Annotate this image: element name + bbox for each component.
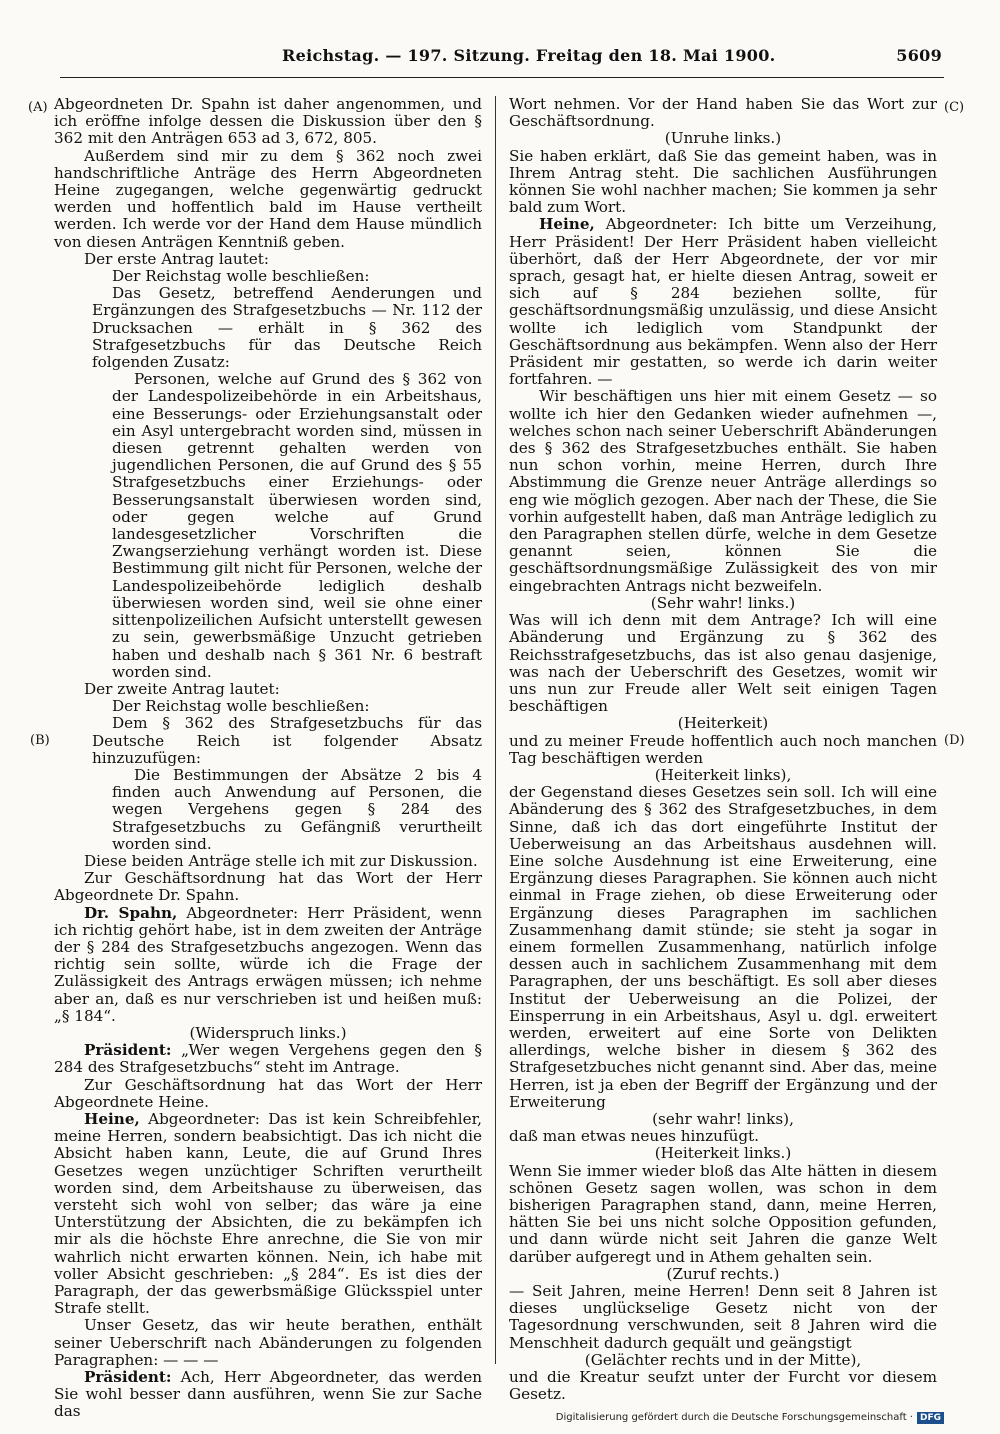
paragraph-text: — Seit Jahren, meine Herren! Denn seit 8 Jahren ist dieses unglückselige Gesetz nicht von der Tagesordnung verschwunden, seit 8 Jahren wird die Menschheit dadurch gequält und geängstigt xyxy=(509,1282,937,1352)
paragraph xyxy=(54,148,482,251)
paragraph-text: (Widerspruch links.) xyxy=(189,1023,347,1042)
paragraph-text: Abgeordneten Dr. Spahn ist daher angenommen, und ich eröffne infolge dessen die Diskussion über den § 362 mit den Anträgen 653 ad 3, 672, 805. xyxy=(54,95,482,148)
paragraph xyxy=(54,251,482,268)
paragraph-text: Außerdem sind mir zu dem § 362 noch zwei handschriftliche Anträge des Herrn Abgeordneten Heine zugegangen, welche gegenwärtig gedruckt werden und hoffentlich bald im Hause vertheilt werden. Ich werde vor der Hand dem Hause mündlich von diesen Anträgen Kenntniß geben. xyxy=(54,146,482,251)
digitization-credit xyxy=(556,1412,944,1424)
paragraph-text: (Sehr wahr! links.) xyxy=(650,593,796,612)
paragraph-text: Der erste Antrag lautet: xyxy=(84,249,269,268)
paragraph xyxy=(54,285,482,371)
paragraph-text: Der zweite Antrag lautet: xyxy=(84,679,280,698)
paragraph-text: Diese beiden Anträge stelle ich mit zur Diskussion. xyxy=(84,851,478,870)
interjection xyxy=(509,130,937,147)
paragraph xyxy=(509,96,937,130)
paragraph-text: Die Bestimmungen der Absätze 2 bis 4 finden auch Anwendung auf Personen, die wegen Vergehens gegen § 284 des Strafgesetzbuchs zu Gefängniß verurtheilt worden sind. xyxy=(112,765,482,853)
speaker-name: Präsident: xyxy=(84,1368,172,1387)
paragraph xyxy=(54,1077,482,1111)
paragraph-text: Wenn Sie immer wieder bloß das Alte hätten in diesem schönen Gesetz sagen wollen, was schon in dem bisherigen Paragraphen stand, dann, meine Herren, hätten Sie bei uns nicht solche Opposition gefunden, und dann würde nicht seit Jahren die ganze Welt darüber aufgeregt und in Athem gehalten sein. xyxy=(509,1161,937,1266)
dfg-logo: DFG xyxy=(917,1412,944,1424)
paragraph-text: Der Reichstag wolle beschließen: xyxy=(112,697,370,716)
paragraph xyxy=(509,1163,937,1266)
paragraph xyxy=(509,148,937,217)
credit-text: Digitalisierung gefördert durch die Deutsche Forschungsgemeinschaft · xyxy=(555,1412,913,1423)
paragraph-text: Wort nehmen. Vor der Hand haben Sie das Wort zur Geschäftsordnung. xyxy=(509,95,937,131)
margin-marker-a: (A) xyxy=(28,100,48,115)
interjection xyxy=(509,1111,937,1128)
paragraph xyxy=(509,612,937,715)
paragraph xyxy=(54,1317,482,1369)
paragraph-text: (Heiterkeit links.) xyxy=(654,1144,792,1163)
paragraph-text: (Heiterkeit) xyxy=(677,714,769,733)
running-title: Reichstag. — 197. Sitzung. Freitag den 18. Mai 1900. xyxy=(282,46,776,65)
paragraph-text: Dem § 362 des Strafgesetzbuchs für das Deutsche Reich ist folgender Absatz hinzuzufügen: xyxy=(92,714,482,767)
paragraph-text: Abgeordneter: Das ist kein Schreibfehler, meine Herren, sondern beabsichtigt. Das ich nicht die Absicht haben kann, Leute, die auf Grund Ihres Gesetzes wegen unzüchtiger Schriften verurtheilt worden sind, dem Arbeitshause zu überweisen, das versteht sich wohl von selber; das wäre ja eine Unterstützung der Absichten, die zu bekämpfen ich mir als die höchste Ehre anrechne, die Sie von mir wahrlich nicht erwarten können. Nein, ich habe mit voller Absicht geschrieben: „§ 284“. Es ist dies der Paragraph, der das gewerbsmäßige Glücksspiel unter Strafe stellt. xyxy=(54,1109,482,1318)
margin-marker-b: (B) xyxy=(30,733,50,748)
left-column xyxy=(54,95,482,1421)
paragraph xyxy=(54,268,482,285)
paragraph xyxy=(54,698,482,715)
paragraph-text: (sehr wahr! links), xyxy=(652,1109,794,1128)
interjection xyxy=(54,1025,482,1042)
paragraph xyxy=(54,715,482,767)
paragraph-text: Was will ich denn mit dem Antrage? Ich will eine Abänderung und Ergänzung zu § 362 des Reichsstrafgesetzbuchs, das ist also genau dasjenige, was nach der Ueberschrift des Gesetzes, womit wir uns nun zur Freude aller Welt seit einigen Tagen beschäftigen xyxy=(509,611,937,716)
speaker-name: Heine, xyxy=(539,215,595,234)
paragraph xyxy=(54,1369,482,1421)
paragraph xyxy=(54,905,482,1025)
paragraph xyxy=(54,681,482,698)
paragraph-text: Das Gesetz, betreffend Aenderungen und Ergänzungen des Strafgesetzbuchs — Nr. 112 der Drucksachen — erhält in § 362 des Strafgesetzbuchs für das Deutsche Reich folgenden Zusatz: xyxy=(92,284,482,372)
paragraph-text: Zur Geschäftsordnung hat das Wort der Herr Abgeordnete Dr. Spahn. xyxy=(54,869,482,905)
paragraph-text: Unser Gesetz, das wir heute berathen, enthält seiner Ueberschrift nach Abänderungen zu folgenden Paragraphen: — — — xyxy=(54,1316,482,1369)
speaker-name: Heine, xyxy=(84,1109,140,1128)
paragraph xyxy=(509,216,937,388)
paragraph xyxy=(54,870,482,904)
paragraph-text: Sie haben erklärt, daß Sie das gemeint haben, was in Ihrem Antrag steht. Die sachlichen Ausführungen können Sie wohl nachher machen; Sie kommen ja sehr bald zum Wort. xyxy=(509,146,937,217)
paragraph xyxy=(54,1111,482,1317)
paragraph xyxy=(54,371,482,681)
speaker-name: Präsident: xyxy=(84,1041,172,1060)
speaker-name: Dr. Spahn, xyxy=(84,903,178,922)
paragraph-text: (Heiterkeit links), xyxy=(654,765,792,784)
paragraph xyxy=(509,1283,937,1352)
paragraph-text: Abgeordneter: Ich bitte um Verzeihung, Herr Präsident! Der Herr Präsident haben vielleicht überhört, daß der Herr Abgeordnete, der vor mir sprach, gesagt hat, er hielte diesen Antrag, soweit er sich auf § 284 beziehen sollte, für geschäftsordnungsmäßig unzulässig, und diese Ansicht wollte ich lediglich vom Standpunkt der Geschäftsordnung aus bekämpfen. Wenn also der Herr Präsident mir gestatten, so werde ich darin weiter fortfahren. — xyxy=(509,215,937,389)
header-rule xyxy=(60,77,944,78)
running-header xyxy=(60,46,942,70)
paragraph xyxy=(54,853,482,870)
paragraph xyxy=(54,1042,482,1076)
paragraph-text: Wir beschäftigen uns hier mit einem Gesetz — so wollte ich hier den Gedanken wieder aufnehmen —, welches schon nach seiner Ueberschrift Abänderungen des § 362 des Strafgesetzbuches enthält. Sie haben nun schon vorhin, meine Herren, durch Ihre Abstimmung die Grenze neuer Anträge allerdings so eng wie möglich gezogen. Aber nach der These, die Sie vorhin aufgestellt haben, daß man Anträge lediglich zu den Paragraphen stellen dürfe, welche in dem Gesetze genannt seien, können Sie die geschäftsordnungsmäßige Zulässigkeit des von mir eingebrachten Antrags nicht bezweifeln. xyxy=(509,387,937,595)
paragraph-text: „Wer wegen Vergehens gegen den § 284 des Strafgesetzbuchs“ steht im Antrage. xyxy=(54,1041,482,1077)
interjection xyxy=(509,1266,937,1283)
paragraph-text: (Gelächter rechts und in der Mitte), xyxy=(584,1350,862,1369)
column-divider xyxy=(495,96,496,1364)
paragraph-text: Der Reichstag wolle beschließen: xyxy=(112,267,370,286)
paragraph-text: (Zuruf rechts.) xyxy=(666,1264,780,1283)
page-number: 5609 xyxy=(896,46,942,65)
paragraph xyxy=(509,733,937,767)
paragraph-text: daß man etwas neues hinzufügt. xyxy=(509,1127,760,1146)
paragraph xyxy=(54,96,482,148)
paragraph-text: und die Kreatur seufzt unter der Furcht vor diesem Gesetz. xyxy=(509,1368,937,1404)
interjection xyxy=(509,1145,937,1162)
margin-marker-c: (C) xyxy=(944,100,965,115)
paragraph xyxy=(509,1128,937,1145)
paragraph-text: (Unruhe links.) xyxy=(664,129,782,148)
paragraph-text: Abgeordneter: Herr Präsident, wenn ich richtig gehört habe, ist in dem zweiten der Anträge der § 284 des Strafgesetzbuchs angezogen. Wenn das richtig sein sollte, würde ich die Frage der Zulässigkeit des Antrags erwägen müssen; ich nehme aber an, daß es nur verschrieben ist und heißen muß: „§ 184“. xyxy=(54,903,482,1025)
interjection xyxy=(509,767,937,784)
margin-marker-d: (D) xyxy=(944,733,965,748)
interjection xyxy=(509,595,937,612)
right-column xyxy=(509,95,937,1404)
paragraph-text: Zur Geschäftsordnung hat das Wort der Herr Abgeordnete Heine. xyxy=(54,1075,482,1111)
interjection xyxy=(509,1352,937,1369)
paragraph xyxy=(54,767,482,853)
paragraph xyxy=(509,388,937,594)
paragraph-text: Personen, welche auf Grund des § 362 von der Landespolizeibehörde in ein Arbeitshaus, eine Besserungs- oder Erziehungsanstalt oder ein Asyl untergebracht worden sind, müssen in diesen getrennt gehalten werden von jugendlichen Personen, die auf Grund des § 55 Strafgesetzbuchs einer Erziehungs- oder Besserungsanstalt überwiesen worden sind, oder gegen welche auf Grund landesgesetzlicher Vorschriften die Zwangserziehung verhängt worden ist. Diese Bestimmung gilt nicht für Personen, welche der Landespolizeibehörde lediglich deshalb überwiesen worden sind, weil sie ohne einer sittenpolizeilichen Aufsicht unterstellt gewesen zu sein, gewerbsmäßige Unzucht getrieben haben und deshalb nach § 361 Nr. 6 bestraft worden sind. xyxy=(112,370,482,681)
paragraph xyxy=(509,784,937,1111)
paragraph-text: und zu meiner Freude hoffentlich auch noch manchen Tag beschäftigen werden xyxy=(509,731,937,767)
paragraph-text: der Gegenstand dieses Gesetzes sein soll. Ich will eine Abänderung des § 362 des Strafgesetzbuches, in dem Sinne, daß ich das dort eingeführte Institut der Ueberweisung an das Arbeitshaus ausdehnen will. Eine solche Ausdehnung ist eine Erweiterung, eine Ergänzung dieses Paragraphen. Sie können auch nicht einmal in Frage ziehen, ob diese Erweiterung oder Ergänzung dieses Paragraphen im sachlichen Zusammenhang damit stünde; sie steht ja sogar in einem formellen Zusammenhang, natürlich infolge dessen auch in sachlichem Zusammenhang mit dem Paragraphen, der uns beschäftigt. Es soll aber dieses Institut der Ueberweisung an die Polizei, der Einsperrung in ein Arbeitshaus, Asyl u. dgl. erweitert werden, erweitert auf eine Sorte von Delikten allerdings, welche bisher in diesem § 362 des Strafgesetzbuches nicht genannt sind. Aber das, meine Herren, ist ja eben der Begriff der Ergänzung und der Erweiterung xyxy=(509,783,937,1111)
paragraph-text: Ach, Herr Abgeordneter, das werden Sie wohl besser dann ausführen, wenn Sie zur Sache das xyxy=(54,1368,482,1421)
paragraph xyxy=(509,1369,937,1403)
interjection xyxy=(509,715,937,732)
